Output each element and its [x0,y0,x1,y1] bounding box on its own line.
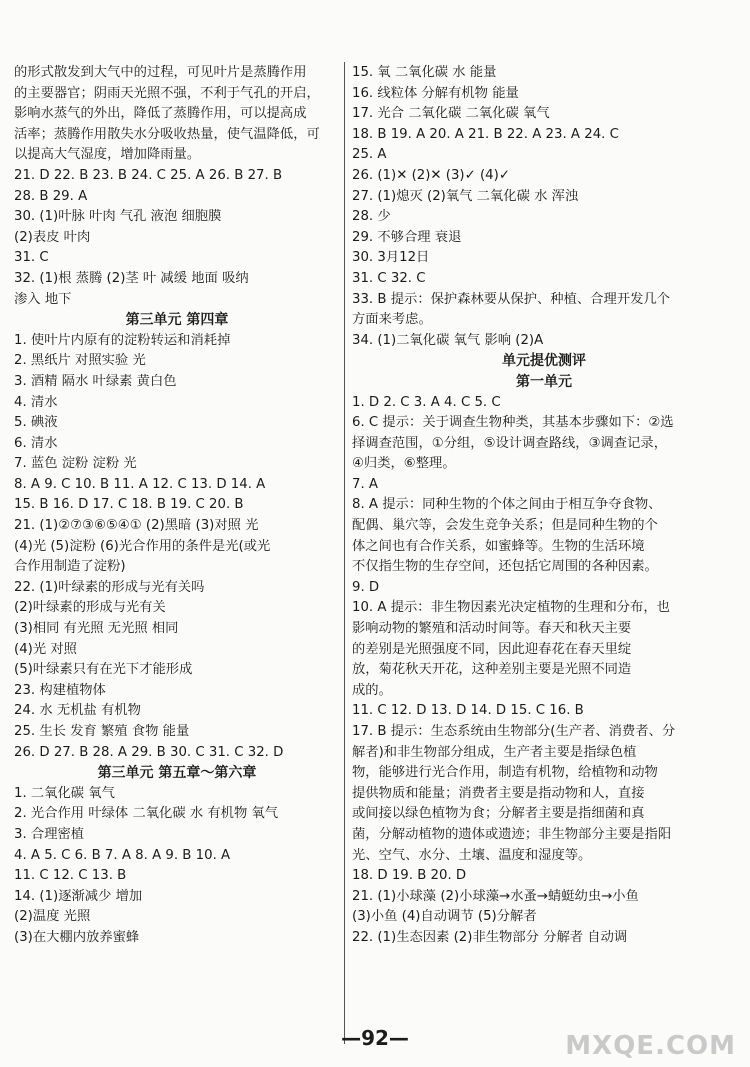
answer-line: 的形式散发到大气中的过程，可见叶片是蒸腾作用 [14,65,307,80]
answer-line: 6. 清水 [14,435,58,451]
answer-line: (4)光 对照 [14,641,77,657]
answer-line: 解者)和非生物部分组成，生产者主要是指绿色植 [352,744,637,760]
answer-line: 30. (1)叶脉 叶肉 气孔 液泡 细胞膜 [14,209,222,225]
column-divider [344,62,345,1044]
section-heading: 单元提优测评 [502,353,586,370]
answer-line: 的主要器官；阴雨天光照不强，不利于气孔的开启， [14,85,320,101]
answer-line: 28. B 29. A [14,188,88,204]
answer-line: 26. D 27. B 28. A 29. B 30. C 31. C 32. D [14,744,284,760]
answer-line: (2)表皮 叶肉 [14,229,91,245]
section-heading: 第三单元 第五章～第六章 [97,765,257,782]
answer-line: 1. 使叶片内原有的淀粉转运和消耗掉 [14,332,231,348]
answer-line: 3. 合理密植 [14,826,85,842]
answer-line: 活率；蒸腾作用散失水分吸收热量，使气温降低，可 [14,126,320,142]
answer-line: 33. B 提示：保护森林要从保护、种植、合理开发几个 [352,291,670,307]
answer-line: 16. 线粒体 分解有机物 能量 [352,85,519,101]
answer-line: 31. C 32. C [352,270,426,286]
answer-line: 7. 蓝色 淀粉 淀粉 光 [14,456,137,472]
answer-line: 18. D 19. B 20. D [352,868,467,884]
answer-line: 10. A 提示：非生物因素光决定植物的生理和分布，也 [352,600,670,616]
left-column [14,63,340,949]
answer-line: 成的。 [352,682,392,698]
answer-line: 28. 少 [352,209,391,225]
answer-line: 2. 光合作用 叶绿体 二氧化碳 水 有机物 氧气 [14,806,279,822]
answer-line: 14. (1)逐渐减少 增加 [14,888,143,904]
answer-line: 提供物质和能量；消费者主要是指动物和人，直接 [352,785,645,801]
answer-line: 影响水蒸气的外出，降低了蒸腾作用，可以提高成 [14,106,307,122]
answer-line: 32. (1)根 蒸腾 (2)茎 叶 减缓 地面 吸纳 [14,270,249,286]
answer-line: 18. B 19. A 20. A 21. B 22. A 23. A 24. C [352,126,619,142]
answer-line: ④归类，⑥整理。 [352,456,456,472]
answer-line: 或间接以绿色植物为食；分解者主要是指细菌和真 [352,806,645,822]
answer-line: 17. 光合 二氧化碳 二氧化碳 氧气 [352,106,550,122]
answer-line: 23. 构建植物体 [14,682,106,698]
page-number: —92— [341,1026,409,1050]
answer-line: 影响动物的繁殖和活动时间等。春天和秋天主要 [352,621,632,637]
answer-line: (2)温度 光照 [14,909,91,925]
answer-line: 放，菊花秋天开花，这种差别主要是光照不同造 [352,662,632,678]
answer-line: 体之间也有合作关系，如蜜蜂等。生物的生活环境 [352,538,645,554]
answer-line: 4. A 5. C 6. B 7. A 8. A 9. B 10. A [14,847,231,863]
section-heading: 第一单元 [516,373,572,390]
answer-line: 15. 氧 二氧化碳 水 能量 [352,65,497,80]
answer-line: 的差别是光照强度不同，因此迎春花在春天里绽 [352,641,632,657]
answer-line: 30. 3月12日 [352,250,430,266]
answer-line: 渗入 地下 [14,291,72,307]
answer-line: 8. A 提示：同种生物的个体之间由于相互争夺食物、 [352,497,662,513]
answer-line: 15. B 16. D 17. C 18. B 19. C 20. B [14,497,244,513]
answer-line: 17. B 提示：生态系统由生物部分(生产者、消费者、分 [352,724,676,739]
answer-line: 方面来考虑。 [352,312,432,328]
answer-line: 1. 二氧化碳 氧气 [14,785,115,801]
answer-line: 1. D 2. C 3. A 4. C 5. C [352,394,501,410]
answer-line: 2. 黑纸片 对照实验 光 [14,353,146,369]
answer-line: 8. A 9. C 10. B 11. A 12. C 13. D 14. A [14,476,266,492]
answer-line: 9. D [352,579,380,595]
answer-line: (2)叶绿素的形成与光有关 [14,600,166,616]
answer-line: 21. D 22. B 23. B 24. C 25. A 26. B 27. B [14,167,283,183]
answer-line: 光、空气、水分、土壤、温度和湿度等。 [352,847,592,863]
answer-line: 21. (1)小球藻 (2)小球藻→水蚤→蜻蜓幼虫→小鱼 [352,888,639,904]
answer-line: 22. (1)生态因素 (2)非生物部分 分解者 自动调 [352,929,628,945]
answer-line: 11. C 12. D 13. D 14. D 15. C 16. B [352,703,584,719]
answer-line: 物，能够进行光合作用，制造有机物，给植物和动物 [352,765,658,781]
answer-line: 不仅指生物的生存空间，还包括它周围的各种因素。 [352,559,658,575]
answer-line: 31. C [14,250,49,266]
answer-line: 5. 碘液 [14,415,58,431]
answer-line: 22. (1)叶绿素的形成与光有关吗 [14,579,205,595]
answer-line: 26. (1)✕ (2)✕ (3)✓ (4)✓ [352,167,510,183]
answer-line: 24. 水 无机盐 有机物 [14,703,141,719]
answer-line: 6. C 提示：关于调查生物种类，其基本步骤如下：②选 [352,415,674,431]
answer-line: 配偶、巢穴等，会发生竞争关系；但是同种生物的个 [352,518,658,534]
answer-line: 菌，分解动植物的遗体或遗迹；非生物部分主要是指阳 [352,826,672,842]
answer-line: 29. 不够合理 衰退 [352,229,462,245]
answer-line: 3. 酒精 隔水 叶绿素 黄白色 [14,373,177,389]
section-heading: 第三单元 第四章 [125,312,229,329]
answer-line: (4)光 (5)淀粉 (6)光合作用的条件是光(或光 [14,538,271,554]
answer-line: 合作用制造了淀粉) [14,559,126,575]
answer-line: 25. A [352,147,387,163]
answer-line: 以提高大气湿度，增加降雨量。 [14,147,201,163]
answer-line: 7. A [352,476,379,492]
answer-line: (3)小鱼 (4)自动调节 (5)分解者 [352,909,537,925]
answer-line: (5)叶绿素只有在光下才能形成 [14,662,193,678]
answer-line: 34. (1)二氧化碳 氧气 影响 (2)A [352,332,544,348]
answer-line: 11. C 12. C 13. B [14,868,127,884]
answer-line: 4. 清水 [14,394,58,410]
answer-line: (3)相同 有光照 无光照 相同 [14,621,179,637]
answer-line: 27. (1)熄灭 (2)氧气 二氧化碳 水 浑浊 [352,188,579,204]
answer-line: 25. 生长 发育 繁殖 食物 能量 [14,724,190,739]
watermark: MXQE.COM [565,1031,736,1061]
right-column [352,63,736,949]
answer-line: (3)在大棚内放养蜜蜂 [14,929,140,945]
answer-line: 21. (1)②⑦③⑥⑤④① (2)黑暗 (3)对照 光 [14,518,259,534]
answer-line: 择调查范围，①分组，⑤设计调查路线，③调查记录， [352,435,667,451]
